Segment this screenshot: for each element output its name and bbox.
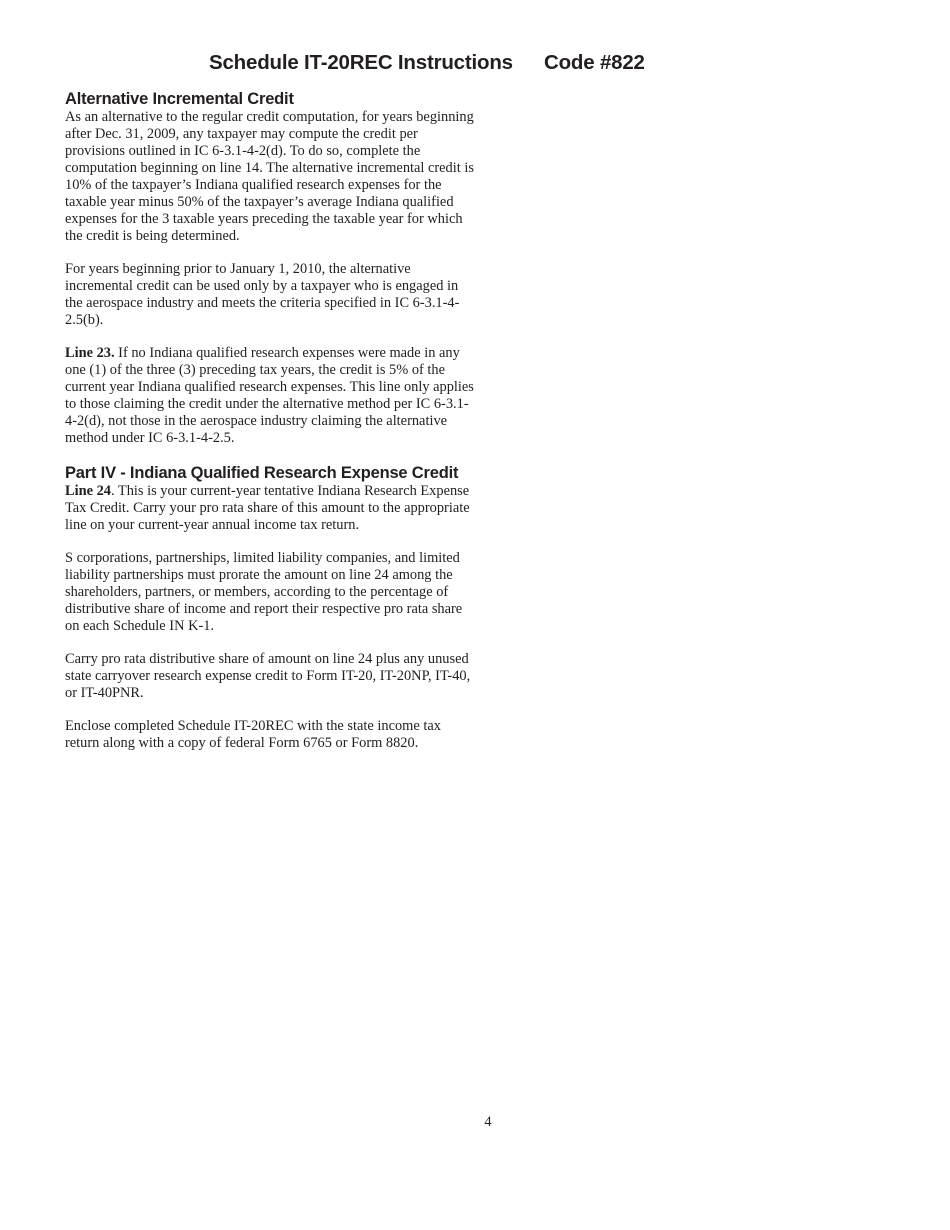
paragraph-carry-pro-rata: Carry pro rata distributive share of amount on line 24 plus any unused state carryover research expense credit to Form IT-20, IT-20NP, IT-40, or IT-40PNR. bbox=[65, 651, 471, 701]
line-24-label: Line 24 bbox=[65, 483, 111, 499]
page-header bbox=[0, 51, 950, 79]
paragraph-enclose: Enclose completed Schedule IT-20REC with the state income tax return along with a copy of federal Form 6765 or Form 8820. bbox=[65, 718, 441, 751]
spacer bbox=[65, 447, 475, 463]
form-code: Code #822 bbox=[544, 51, 645, 74]
paragraph-alternative-computation: As an alternative to the regular credit computation, for years beginning after Dec. 31, 2009, any taxpayer may compute the credit per provisions outlined in IC 6-3.1-4-2(d). To do so, complete the computation beginning on line 14. The alternative incremental credit is 10% of the taxpayer’s Indiana qualified research expenses for the taxable year minus 50% of the taxpayer’s average Indiana qualified expenses for the 3 taxable years preceding the taxable year for which the credit is being determined. bbox=[65, 109, 474, 244]
paragraph-line-24 bbox=[65, 483, 475, 534]
line-23-label: Line 23. bbox=[65, 345, 115, 361]
page-number: 4 bbox=[484, 1114, 492, 1130]
document-title: Schedule IT-20REC Instructions bbox=[209, 51, 513, 74]
line-24-text: . This is your current-year tentative Indiana Research Expense Tax Credit. Carry your pro rata share of this amount to the appropriate line on your current-year annual income tax return. bbox=[65, 483, 470, 533]
instructions-column bbox=[65, 89, 475, 752]
paragraph-line-23 bbox=[65, 345, 475, 447]
paragraph-aerospace-prior-2010: For years beginning prior to January 1, 2010, the alternative incremental credit can be used only by a taxpayer who is engaged in the aerospace industry and meets the criteria specified in IC 6-3.1-4-2.5(b). bbox=[65, 261, 460, 328]
spacer bbox=[65, 534, 475, 550]
spacer bbox=[65, 702, 475, 718]
spacer bbox=[65, 329, 475, 345]
line-23-text: If no Indiana qualified research expenses were made in any one (1) of the three (3) preceding tax years, the credit is 5% of the current year Indiana qualified research expenses. This line only applies to those claiming the credit under the alternative method per IC 6-3.1-4-2(d), not those in the aerospace industry claiming the alternative method under IC 6-3.1-4-2.5. bbox=[65, 345, 474, 446]
paragraph-prorate: S corporations, partnerships, limited liability companies, and limited liability partnerships must prorate the amount on line 24 among the shareholders, partners, or members, according to the percentage of distributive share of income and report their respective pro rata share on each Schedule IN K-1. bbox=[65, 550, 463, 634]
section-heading-part-iv: Part IV - Indiana Qualified Research Expense Credit bbox=[65, 464, 459, 482]
section-heading-alternative-incremental-credit: Alternative Incremental Credit bbox=[65, 90, 294, 108]
spacer bbox=[65, 635, 475, 651]
spacer bbox=[65, 245, 475, 261]
